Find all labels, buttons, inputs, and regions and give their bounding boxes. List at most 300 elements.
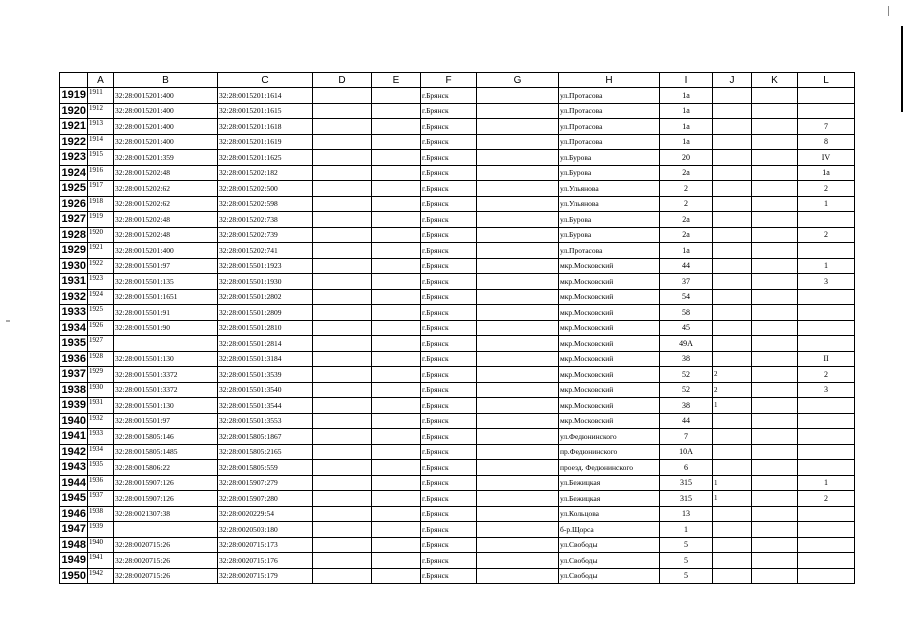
cell-e[interactable]	[372, 289, 421, 305]
cell-g[interactable]	[477, 475, 559, 491]
cell-c[interactable]: 32:28:0015501:3553	[218, 413, 313, 429]
cell-i[interactable]: 52	[660, 382, 713, 398]
cell-h[interactable]: ул.Свободы	[559, 553, 660, 569]
cell-k[interactable]	[752, 289, 798, 305]
cell-i[interactable]: 2а	[660, 212, 713, 228]
cell-a[interactable]: 1916	[88, 165, 114, 181]
cell-c[interactable]: 32:28:0015501:3539	[218, 367, 313, 383]
cell-d[interactable]	[313, 398, 372, 414]
cell-f[interactable]: г.Брянск	[421, 165, 477, 181]
cell-h[interactable]: ул.Протасова	[559, 88, 660, 104]
cell-a[interactable]: 1924	[88, 289, 114, 305]
row-number[interactable]: 1929	[60, 243, 88, 259]
cell-c[interactable]: 32:28:0015201:1615	[218, 103, 313, 119]
cell-l[interactable]	[798, 305, 855, 321]
cell-b[interactable]: 32:28:0015501:3372	[114, 367, 218, 383]
cell-g[interactable]	[477, 119, 559, 135]
cell-e[interactable]	[372, 212, 421, 228]
cell-k[interactable]	[752, 568, 798, 584]
cell-g[interactable]	[477, 103, 559, 119]
cell-a[interactable]: 1918	[88, 196, 114, 212]
cell-g[interactable]	[477, 522, 559, 538]
cell-g[interactable]	[477, 165, 559, 181]
column-header[interactable]: D	[313, 73, 372, 88]
cell-c[interactable]: 32:28:0015501:1923	[218, 258, 313, 274]
cell-l[interactable]	[798, 243, 855, 259]
cell-k[interactable]	[752, 258, 798, 274]
cell-l[interactable]: IV	[798, 150, 855, 166]
cell-h[interactable]: ул.Протасова	[559, 119, 660, 135]
cell-i[interactable]: 1а	[660, 88, 713, 104]
cell-c[interactable]: 32:28:0015501:3184	[218, 351, 313, 367]
cell-k[interactable]	[752, 491, 798, 507]
cell-j[interactable]	[713, 119, 752, 135]
cell-b[interactable]: 32:28:0020715:26	[114, 553, 218, 569]
cell-k[interactable]	[752, 274, 798, 290]
cell-l[interactable]: 1	[798, 196, 855, 212]
cell-i[interactable]: 38	[660, 398, 713, 414]
cell-j[interactable]	[713, 88, 752, 104]
cell-e[interactable]	[372, 398, 421, 414]
cell-k[interactable]	[752, 475, 798, 491]
cell-k[interactable]	[752, 243, 798, 259]
cell-k[interactable]	[752, 305, 798, 321]
cell-l[interactable]: 3	[798, 274, 855, 290]
cell-d[interactable]	[313, 553, 372, 569]
cell-l[interactable]	[798, 444, 855, 460]
cell-l[interactable]: 1	[798, 475, 855, 491]
cell-a[interactable]: 1941	[88, 553, 114, 569]
cell-g[interactable]	[477, 398, 559, 414]
cell-g[interactable]	[477, 150, 559, 166]
cell-h[interactable]: мкр.Московский	[559, 413, 660, 429]
cell-f[interactable]: г.Брянск	[421, 398, 477, 414]
cell-a[interactable]: 1930	[88, 382, 114, 398]
cell-f[interactable]: г.Брянск	[421, 119, 477, 135]
cell-b[interactable]: 32:28:0015501:97	[114, 258, 218, 274]
cell-b[interactable]: 32:28:0015501:130	[114, 351, 218, 367]
cell-e[interactable]	[372, 460, 421, 476]
cell-b[interactable]: 32:28:0015501:1651	[114, 289, 218, 305]
cell-g[interactable]	[477, 88, 559, 104]
cell-i[interactable]: 1а	[660, 134, 713, 150]
cell-c[interactable]: 32:28:0020229:54	[218, 506, 313, 522]
cell-h[interactable]: мкр.Московский	[559, 367, 660, 383]
cell-a[interactable]: 1935	[88, 460, 114, 476]
cell-l[interactable]: 2	[798, 491, 855, 507]
cell-k[interactable]	[752, 429, 798, 445]
cell-i[interactable]: 1а	[660, 103, 713, 119]
cell-g[interactable]	[477, 382, 559, 398]
cell-d[interactable]	[313, 134, 372, 150]
cell-c[interactable]: 32:28:0015805:2165	[218, 444, 313, 460]
cell-i[interactable]: 5	[660, 537, 713, 553]
cell-f[interactable]: г.Брянск	[421, 506, 477, 522]
cell-a[interactable]: 1927	[88, 336, 114, 352]
cell-i[interactable]: 44	[660, 258, 713, 274]
cell-b[interactable]: 32:28:0015501:90	[114, 320, 218, 336]
cell-a[interactable]: 1912	[88, 103, 114, 119]
row-number[interactable]: 1927	[60, 212, 88, 228]
cell-a[interactable]: 1931	[88, 398, 114, 414]
cell-b[interactable]: 32:28:0015201:400	[114, 243, 218, 259]
cell-i[interactable]: 10А	[660, 444, 713, 460]
cell-k[interactable]	[752, 351, 798, 367]
cell-e[interactable]	[372, 413, 421, 429]
cell-c[interactable]: 32:28:0020715:173	[218, 537, 313, 553]
cell-a[interactable]: 1934	[88, 444, 114, 460]
cell-e[interactable]	[372, 181, 421, 197]
cell-c[interactable]: 32:28:0015202:741	[218, 243, 313, 259]
cell-a[interactable]: 1921	[88, 243, 114, 259]
cell-e[interactable]	[372, 491, 421, 507]
cell-e[interactable]	[372, 537, 421, 553]
cell-d[interactable]	[313, 181, 372, 197]
cell-a[interactable]: 1914	[88, 134, 114, 150]
cell-j[interactable]: 1	[713, 491, 752, 507]
cell-d[interactable]	[313, 289, 372, 305]
cell-a[interactable]: 1928	[88, 351, 114, 367]
cell-l[interactable]: II	[798, 351, 855, 367]
cell-j[interactable]	[713, 336, 752, 352]
cell-k[interactable]	[752, 367, 798, 383]
cell-f[interactable]: г.Брянск	[421, 491, 477, 507]
cell-c[interactable]: 32:28:0015202:598	[218, 196, 313, 212]
cell-f[interactable]: г.Брянск	[421, 134, 477, 150]
cell-h[interactable]: ул.Бурова	[559, 150, 660, 166]
cell-h[interactable]: мкр.Московский	[559, 320, 660, 336]
corner-header[interactable]	[60, 73, 88, 88]
cell-f[interactable]: г.Брянск	[421, 351, 477, 367]
cell-c[interactable]: 32:28:0015501:2802	[218, 289, 313, 305]
cell-l[interactable]	[798, 553, 855, 569]
cell-k[interactable]	[752, 553, 798, 569]
cell-c[interactable]: 32:28:0015907:279	[218, 475, 313, 491]
cell-b[interactable]: 32:28:0015907:126	[114, 475, 218, 491]
cell-k[interactable]	[752, 413, 798, 429]
row-number[interactable]: 1937	[60, 367, 88, 383]
cell-h[interactable]: пр.Федюнинского	[559, 444, 660, 460]
cell-b[interactable]: 32:28:0015201:400	[114, 119, 218, 135]
cell-b[interactable]	[114, 522, 218, 538]
cell-l[interactable]	[798, 212, 855, 228]
cell-g[interactable]	[477, 305, 559, 321]
cell-c[interactable]: 32:28:0020715:176	[218, 553, 313, 569]
cell-b[interactable]: 32:28:0015805:146	[114, 429, 218, 445]
cell-e[interactable]	[372, 429, 421, 445]
cell-e[interactable]	[372, 274, 421, 290]
cell-c[interactable]: 32:28:0015805:559	[218, 460, 313, 476]
cell-b[interactable]: 32:28:0015202:48	[114, 165, 218, 181]
row-number[interactable]: 1933	[60, 305, 88, 321]
cell-d[interactable]	[313, 258, 372, 274]
cell-a[interactable]: 1917	[88, 181, 114, 197]
cell-g[interactable]	[477, 196, 559, 212]
cell-c[interactable]: 32:28:0015501:3540	[218, 382, 313, 398]
cell-d[interactable]	[313, 568, 372, 584]
cell-c[interactable]: 32:28:0015201:1619	[218, 134, 313, 150]
cell-b[interactable]: 32:28:0015501:3372	[114, 382, 218, 398]
cell-e[interactable]	[372, 336, 421, 352]
cell-k[interactable]	[752, 88, 798, 104]
cell-h[interactable]: ул.Ульянова	[559, 181, 660, 197]
cell-f[interactable]: г.Брянск	[421, 258, 477, 274]
cell-d[interactable]	[313, 320, 372, 336]
cell-i[interactable]: 37	[660, 274, 713, 290]
cell-l[interactable]	[798, 103, 855, 119]
cell-b[interactable]: 32:28:0015201:359	[114, 150, 218, 166]
cell-h[interactable]: ул.Бурова	[559, 165, 660, 181]
cell-f[interactable]: г.Брянск	[421, 382, 477, 398]
cell-a[interactable]: 1939	[88, 522, 114, 538]
cell-k[interactable]	[752, 181, 798, 197]
cell-i[interactable]: 5	[660, 568, 713, 584]
cell-b[interactable]: 32:28:0021307:38	[114, 506, 218, 522]
cell-l[interactable]	[798, 568, 855, 584]
cell-e[interactable]	[372, 88, 421, 104]
column-header[interactable]: G	[477, 73, 559, 88]
cell-h[interactable]: мкр.Московский	[559, 336, 660, 352]
cell-c[interactable]: 32:28:0015907:280	[218, 491, 313, 507]
cell-a[interactable]: 1940	[88, 537, 114, 553]
cell-h[interactable]: ул.Бурова	[559, 212, 660, 228]
cell-d[interactable]	[313, 506, 372, 522]
cell-g[interactable]	[477, 568, 559, 584]
cell-j[interactable]	[713, 212, 752, 228]
cell-d[interactable]	[313, 537, 372, 553]
cell-c[interactable]: 32:28:0015501:2810	[218, 320, 313, 336]
cell-d[interactable]	[313, 336, 372, 352]
cell-e[interactable]	[372, 506, 421, 522]
cell-e[interactable]	[372, 227, 421, 243]
cell-j[interactable]	[713, 274, 752, 290]
row-number[interactable]: 1924	[60, 165, 88, 181]
cell-a[interactable]: 1923	[88, 274, 114, 290]
row-number[interactable]: 1944	[60, 475, 88, 491]
row-number[interactable]: 1925	[60, 181, 88, 197]
cell-c[interactable]: 32:28:0015501:2809	[218, 305, 313, 321]
cell-d[interactable]	[313, 196, 372, 212]
row-number[interactable]: 1934	[60, 320, 88, 336]
column-header[interactable]: I	[660, 73, 713, 88]
cell-l[interactable]	[798, 460, 855, 476]
cell-h[interactable]: мкр.Московский	[559, 289, 660, 305]
cell-f[interactable]: г.Брянск	[421, 227, 477, 243]
cell-l[interactable]	[798, 429, 855, 445]
cell-f[interactable]: г.Брянск	[421, 274, 477, 290]
row-number[interactable]: 1919	[60, 88, 88, 104]
cell-a[interactable]: 1936	[88, 475, 114, 491]
cell-i[interactable]: 315	[660, 475, 713, 491]
cell-j[interactable]	[713, 568, 752, 584]
cell-c[interactable]: 32:28:0015805:1867	[218, 429, 313, 445]
cell-k[interactable]	[752, 134, 798, 150]
cell-c[interactable]: 32:28:0020503:180	[218, 522, 313, 538]
cell-c[interactable]: 32:28:0015201:1625	[218, 150, 313, 166]
cell-d[interactable]	[313, 165, 372, 181]
row-number[interactable]: 1938	[60, 382, 88, 398]
cell-l[interactable]: 2	[798, 181, 855, 197]
cell-d[interactable]	[313, 522, 372, 538]
cell-h[interactable]: ул.Свободы	[559, 568, 660, 584]
cell-g[interactable]	[477, 212, 559, 228]
row-number[interactable]: 1939	[60, 398, 88, 414]
cell-h[interactable]: ул.Бежицкая	[559, 475, 660, 491]
row-number[interactable]: 1936	[60, 351, 88, 367]
cell-h[interactable]: ул.Федюнинского	[559, 429, 660, 445]
cell-b[interactable]: 32:28:0015202:62	[114, 181, 218, 197]
cell-c[interactable]: 32:28:0015202:739	[218, 227, 313, 243]
cell-i[interactable]: 54	[660, 289, 713, 305]
cell-j[interactable]: 1	[713, 398, 752, 414]
cell-a[interactable]: 1915	[88, 150, 114, 166]
row-number[interactable]: 1950	[60, 568, 88, 584]
cell-j[interactable]	[713, 289, 752, 305]
cell-j[interactable]	[713, 227, 752, 243]
cell-i[interactable]: 38	[660, 351, 713, 367]
cell-l[interactable]	[798, 506, 855, 522]
cell-a[interactable]: 1925	[88, 305, 114, 321]
cell-l[interactable]	[798, 336, 855, 352]
cell-j[interactable]	[713, 320, 752, 336]
cell-b[interactable]	[114, 336, 218, 352]
row-number[interactable]: 1923	[60, 150, 88, 166]
column-header[interactable]: B	[114, 73, 218, 88]
cell-i[interactable]: 20	[660, 150, 713, 166]
row-number[interactable]: 1926	[60, 196, 88, 212]
cell-i[interactable]: 1	[660, 522, 713, 538]
row-number[interactable]: 1930	[60, 258, 88, 274]
column-header[interactable]: H	[559, 73, 660, 88]
cell-j[interactable]	[713, 460, 752, 476]
cell-j[interactable]	[713, 258, 752, 274]
cell-f[interactable]: г.Брянск	[421, 429, 477, 445]
cell-h[interactable]: мкр.Московский	[559, 258, 660, 274]
cell-k[interactable]	[752, 522, 798, 538]
cell-d[interactable]	[313, 444, 372, 460]
cell-j[interactable]	[713, 150, 752, 166]
cell-a[interactable]: 1911	[88, 88, 114, 104]
cell-h[interactable]: проезд. Федюнинского	[559, 460, 660, 476]
row-number[interactable]: 1945	[60, 491, 88, 507]
cell-l[interactable]: 3	[798, 382, 855, 398]
cell-b[interactable]: 32:28:0015805:1485	[114, 444, 218, 460]
cell-d[interactable]	[313, 305, 372, 321]
cell-f[interactable]: г.Брянск	[421, 537, 477, 553]
cell-j[interactable]: 2	[713, 367, 752, 383]
cell-h[interactable]: б-р.Щорса	[559, 522, 660, 538]
cell-d[interactable]	[313, 382, 372, 398]
cell-e[interactable]	[372, 320, 421, 336]
cell-j[interactable]	[713, 351, 752, 367]
cell-d[interactable]	[313, 351, 372, 367]
cell-j[interactable]: 1	[713, 475, 752, 491]
cell-f[interactable]: г.Брянск	[421, 181, 477, 197]
cell-g[interactable]	[477, 460, 559, 476]
cell-g[interactable]	[477, 429, 559, 445]
cell-f[interactable]: г.Брянск	[421, 367, 477, 383]
cell-d[interactable]	[313, 274, 372, 290]
cell-e[interactable]	[372, 119, 421, 135]
cell-b[interactable]: 32:28:0015202:62	[114, 196, 218, 212]
cell-h[interactable]: ул.Свободы	[559, 537, 660, 553]
cell-h[interactable]: ул.Бурова	[559, 227, 660, 243]
cell-i[interactable]: 2а	[660, 227, 713, 243]
row-number[interactable]: 1928	[60, 227, 88, 243]
cell-j[interactable]	[713, 305, 752, 321]
cell-g[interactable]	[477, 274, 559, 290]
cell-b[interactable]: 32:28:0015806:22	[114, 460, 218, 476]
cell-b[interactable]: 32:28:0020715:26	[114, 537, 218, 553]
column-header[interactable]: F	[421, 73, 477, 88]
cell-k[interactable]	[752, 165, 798, 181]
cell-e[interactable]	[372, 367, 421, 383]
row-number[interactable]: 1920	[60, 103, 88, 119]
row-number[interactable]: 1931	[60, 274, 88, 290]
cell-e[interactable]	[372, 475, 421, 491]
cell-i[interactable]: 52	[660, 367, 713, 383]
row-number[interactable]: 1948	[60, 537, 88, 553]
cell-i[interactable]: 2	[660, 196, 713, 212]
cell-j[interactable]	[713, 196, 752, 212]
cell-e[interactable]	[372, 522, 421, 538]
cell-i[interactable]: 2а	[660, 165, 713, 181]
cell-k[interactable]	[752, 103, 798, 119]
row-number[interactable]: 1932	[60, 289, 88, 305]
row-number[interactable]: 1935	[60, 336, 88, 352]
cell-i[interactable]: 315	[660, 491, 713, 507]
cell-f[interactable]: г.Брянск	[421, 88, 477, 104]
cell-b[interactable]: 32:28:0020715:26	[114, 568, 218, 584]
cell-j[interactable]	[713, 413, 752, 429]
cell-d[interactable]	[313, 243, 372, 259]
cell-j[interactable]	[713, 522, 752, 538]
cell-h[interactable]: ул.Протасова	[559, 103, 660, 119]
cell-g[interactable]	[477, 506, 559, 522]
cell-d[interactable]	[313, 212, 372, 228]
cell-j[interactable]	[713, 429, 752, 445]
cell-b[interactable]: 32:28:0015501:91	[114, 305, 218, 321]
cell-j[interactable]	[713, 103, 752, 119]
cell-a[interactable]: 1942	[88, 568, 114, 584]
column-header[interactable]: K	[752, 73, 798, 88]
cell-d[interactable]	[313, 491, 372, 507]
cell-e[interactable]	[372, 196, 421, 212]
cell-e[interactable]	[372, 305, 421, 321]
cell-d[interactable]	[313, 119, 372, 135]
cell-f[interactable]: г.Брянск	[421, 320, 477, 336]
cell-f[interactable]: г.Брянск	[421, 336, 477, 352]
cell-h[interactable]: мкр.Московский	[559, 274, 660, 290]
cell-h[interactable]: ул.Протасова	[559, 243, 660, 259]
cell-b[interactable]: 32:28:0015907:126	[114, 491, 218, 507]
cell-i[interactable]: 58	[660, 305, 713, 321]
column-header[interactable]: L	[798, 73, 855, 88]
cell-f[interactable]: г.Брянск	[421, 196, 477, 212]
cell-c[interactable]: 32:28:0020715:179	[218, 568, 313, 584]
cell-k[interactable]	[752, 212, 798, 228]
cell-f[interactable]: г.Брянск	[421, 212, 477, 228]
cell-g[interactable]	[477, 336, 559, 352]
cell-e[interactable]	[372, 243, 421, 259]
row-number[interactable]: 1942	[60, 444, 88, 460]
cell-c[interactable]: 32:28:0015201:1618	[218, 119, 313, 135]
cell-f[interactable]: г.Брянск	[421, 568, 477, 584]
cell-a[interactable]: 1919	[88, 212, 114, 228]
cell-g[interactable]	[477, 181, 559, 197]
row-number[interactable]: 1949	[60, 553, 88, 569]
cell-a[interactable]: 1926	[88, 320, 114, 336]
